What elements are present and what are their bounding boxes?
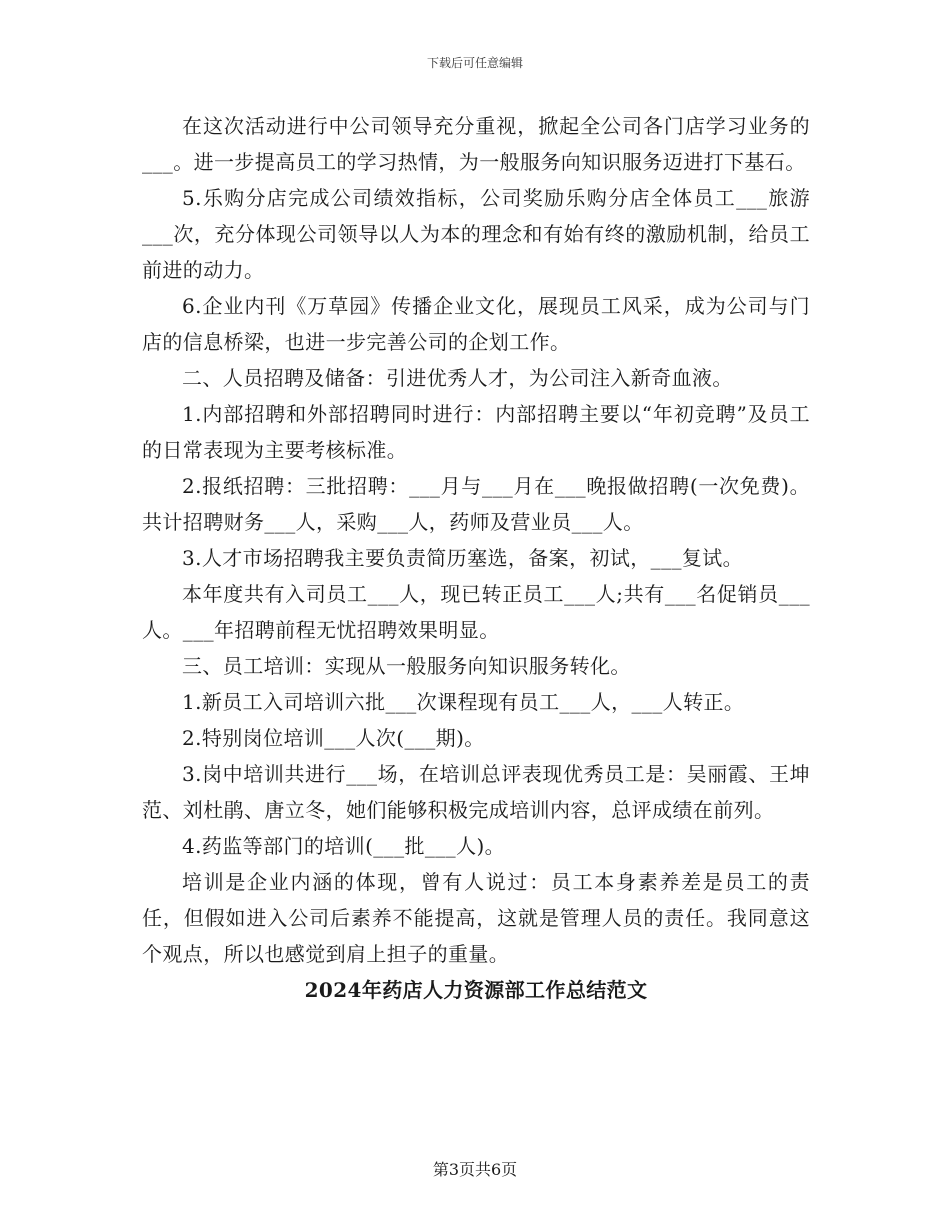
paragraph-activity-summary: 在这次活动进行中公司领导充分重视，掀起全公司各门店学习业务的___。进一步提高员工的学习热情，为一般服务向知识服务迈进打下基石。 [142, 114, 810, 174]
paragraph-recruit-1: 1.内部招聘和外部招聘同时进行：内部招聘主要以“年初竞聘”及员工的日常表现为主要考核标准。 [142, 402, 810, 462]
paragraph-training-4: 4.药监等部门的培训(___批___人)。 [182, 834, 506, 858]
document-body [142, 108, 810, 1008]
page-number: 第3页共6页 [432, 1160, 518, 1179]
paragraph-training-2: 2.特别岗位培训___人次(___期)。 [182, 726, 485, 750]
paragraph-training-reflection: 培训是企业内涵的体现，曾有人说过：员工本身素养差是员工的责任，但假如进入公司后素养不能提高，这就是管理人员的责任。我同意这个观点，所以也感觉到肩上担子的重量。 [142, 870, 810, 966]
page-header: 下载后可任意编辑 [426, 56, 523, 70]
paragraph-recruit-2: 2.报纸招聘：三批招聘：___月与___月在___晚报做招聘(一次免费)。共计招聘财务___人，采购___人，药师及营业员___人。 [142, 474, 810, 534]
paragraph-recruit-3: 3.人才市场招聘我主要负责简历塞选，备案，初试，___复试。 [182, 546, 744, 570]
paragraph-training-1: 1.新员工入司培训六批___次课程现有员工___人，___人转正。 [182, 690, 745, 714]
section-heading-training: 三、员工培训：实现从一般服务向知识服务转化。 [182, 654, 631, 678]
paragraph-training-3: 3.岗中培训共进行___场，在培训总评表现优秀员工是：吴丽霞、王坤范、刘杜鹃、唐立冬，她们能够积极完成培训内容，总评成绩在前列。 [142, 762, 810, 822]
paragraph-annual-staff: 本年度共有入司员工___人，现已转正员工___人;共有___名促销员___人。___年招聘前程无忧招聘效果明显。 [142, 582, 810, 642]
paragraph-item-5: 5.乐购分店完成公司绩效指标，公司奖励乐购分店全体员工___旅游___次，充分体现公司领导以人为本的理念和有始有终的激励机制，给员工前进的动力。 [142, 186, 810, 282]
paragraph-item-6: 6.企业内刊《万草园》传播企业文化，展现员工风采，成为公司与门店的信息桥梁，也进一步完善公司的企划工作。 [142, 294, 810, 354]
section-heading-recruitment: 二、人员招聘及储备：引进优秀人才，为公司注入新奇血液。 [182, 366, 733, 390]
section-title: 2024年药店人力资源部工作总结范文 [304, 978, 648, 1002]
